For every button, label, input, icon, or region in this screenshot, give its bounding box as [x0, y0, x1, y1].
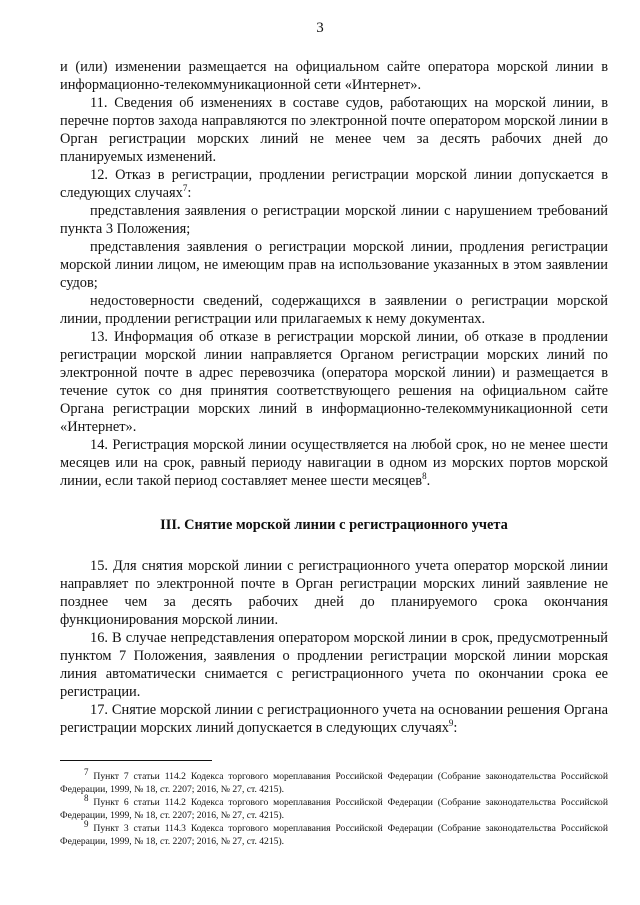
paragraph-11: 11. Сведения об изменениях в составе судов, работающих на морской линии, в перечне портов захода направляются по электронной почте оператором морской линии в Орган регистрации морских линий не менее чем за десять рабочих дней до планируемых изменений. — [60, 95, 608, 165]
paragraph-12-text: 12. Отказ в регистрации, продлении регистрации морской линии допускается в следующих случаях — [60, 167, 608, 201]
document-body — [60, 58, 608, 737]
footnotes — [60, 766, 608, 848]
footnote-number: 7 — [84, 766, 89, 777]
section-heading: III. Снятие морской линии с регистрационного учета — [160, 517, 508, 533]
paragraph-12-tail: : — [187, 185, 192, 201]
paragraph-17-text: 17. Снятие морской линии с регистрационного учета на основании решения Органа регистрации морских линий допускается в следующих случаях — [60, 702, 608, 736]
footnote-number: 8 — [84, 792, 89, 803]
footnote-ref-7: 7 — [182, 183, 188, 194]
footnote-ref-9: 9 — [448, 718, 454, 729]
paragraph-12 — [60, 166, 608, 202]
footnote-text: Пункт 3 статьи 114.3 Кодекса торгового мореплавания Российской Федерации (Собрание законодательства Российской Федерации, 1999, № 18, ст. 2207; 2016, № 27, ст. 4215). — [60, 823, 608, 847]
paragraph-12-case-3: недостоверности сведений, содержащихся в заявлении о регистрации морской линии, продлении регистрации или прилагаемых к нему документах. — [60, 293, 608, 327]
paragraph-15: 15. Для снятия морской линии с регистрационного учета оператор морской линии направляет по электронной почте в Орган регистрации морских линий заявление не позднее чем за десять рабочих дней до планируемого срока окончания функционирования морской линии. — [60, 558, 608, 628]
paragraph-16: 16. В случае непредставления оператором морской линии в срок, предусмотренный пунктом 7 Положения, заявления о продлении регистрации морской линии морская линия автоматически снимается с регистрационного учета по окончании срока ее регистрации. — [60, 630, 608, 700]
paragraph-continuation: и (или) изменении размещается на официальном сайте оператора морской линии в информационно-телекоммуникационной сети «Интернет». — [60, 59, 608, 93]
footnote-number: 9 — [84, 818, 89, 829]
footnote-7 — [60, 766, 608, 796]
paragraph-14-text: 14. Регистрация морской линии осуществляется на любой срок, но не менее шести месяцев или на срок, равный периоду навигации в одном из морских портов морской линии, если такой период составляет менее шести месяцев — [60, 437, 608, 489]
paragraph-17-tail: : — [453, 720, 458, 736]
paragraph-14 — [60, 436, 608, 490]
footnote-ref-8: 8 — [422, 471, 427, 482]
footnote-text: Пункт 6 статьи 114.2 Кодекса торгового мореплавания Российской Федерации (Собрание законодательства Российской Федерации, 1999, № 18, ст. 2207; 2016, № 27, ст. 4215). — [60, 797, 608, 821]
paragraph-13: 13. Информация об отказе в регистрации морской линии, об отказе в продлении регистрации морской линии направляется Органом регистрации морских линий по электронной почте в адрес перевозчика (оператора морской линии) и размещается в течение суток со дня принятия соответствующего решения на официальном сайте Органа регистрации морских линий в информационно-телекоммуникационной сети «Интернет». — [60, 329, 608, 435]
paragraph-14-tail: . — [426, 473, 431, 489]
paragraph-12-case-1: представления заявления о регистрации морской линии с нарушением требований пункта 3 Положения; — [60, 203, 608, 237]
page-number: 3 — [316, 20, 324, 36]
footnote-text: Пункт 7 статьи 114.2 Кодекса торгового мореплавания Российской Федерации (Собрание законодательства Российской Федерации, 1999, № 18, ст. 2207; 2016, № 27, ст. 4215). — [60, 771, 608, 795]
footnote-9 — [60, 818, 608, 848]
paragraph-17 — [60, 701, 608, 737]
footnote-8 — [60, 792, 608, 822]
paragraph-12-case-2: представления заявления о регистрации морской линии, продления регистрации морской линии лицом, не имеющим прав на использование указанных в этом заявлении судов; — [60, 239, 608, 291]
footnote-divider — [60, 760, 212, 761]
